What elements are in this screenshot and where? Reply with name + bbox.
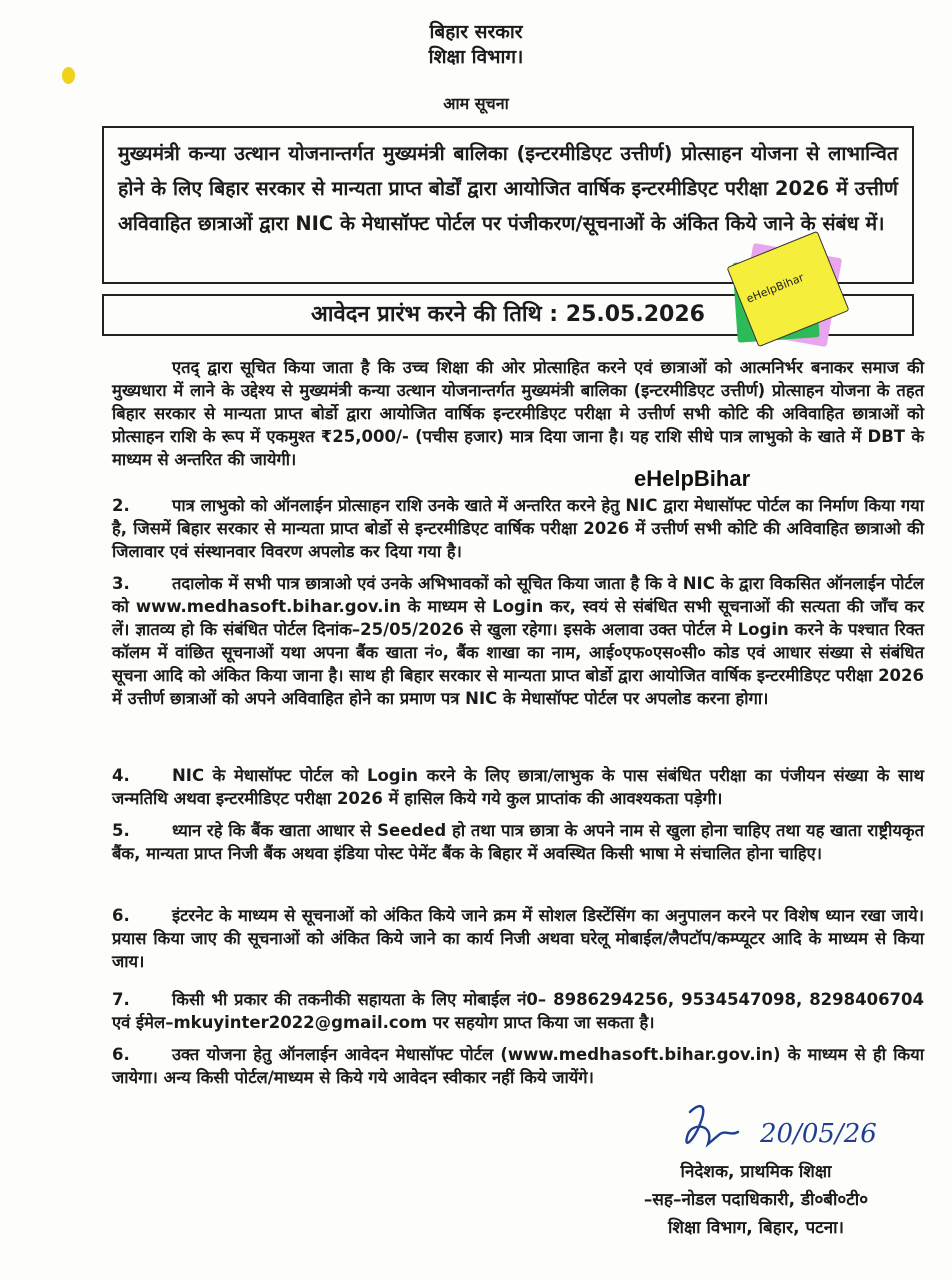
application-date-box: आवेदन प्रारंभ करने की तिथि : 25.05.2026 [102, 294, 914, 336]
paragraph-5 [112, 819, 924, 865]
paragraph-text: NIC के मेधासॉफ्ट पोर्टल को Login करने के लिए छात्रा/लाभुक के पास संबंधित परीक्षा का पंजीयन संख्या के साथ जन्मतिथि अथवा इन्टरमीडिएट परीक्षा 2026 में हासिल किये गये कुल प्राप्तांक की आवश्यकता पड़ेगी। [112, 766, 924, 808]
paragraph-3 [112, 572, 924, 710]
paragraph-number: 6. [112, 906, 130, 925]
paragraph-7 [112, 988, 924, 1034]
signature-icon [660, 1094, 900, 1164]
paragraph-text: उक्त योजना हेतु ऑनलाईन आवेदन मेधासॉफ्ट पोर्टल (www.medhasoft.bihar.gov.in) के माध्यम से ही किया जायेगा। अन्य किसी पोर्टल/माध्यम से किये गये आवेदन स्वीकार नहीं किये जायेंगे। [112, 1045, 924, 1087]
paragraph-text: तदालोक में सभी पात्र छात्राओ एवं उनके अभिभावकों को सूचित किया जाता है कि वे NIC के द्वारा विकसित ऑनलाईन पोर्टल को www.medhasoft.bihar.gov.in के माध्यम से Login कर, स्वयं से संबंधित सभी सूचनाओं की सत्यता की जाँच कर लें। ज्ञातव्य हो कि संबंधित पोर्टल दिनांक–25/05/2026 से खुला रहेगा। इसके अलावा उक्त पोर्टल मे Login करने के पश्चात रिक्त कॉलम में वांछित सूचनाओं यथा अपना बैंक खाता नं०, बैंक शाखा का नाम, आई०एफ०एस०सी० कोड एवं आधार संख्या से संबंधित सूचना आदि को अंकित किया जाना है। साथ ही बिहार सरकार से मान्यता प्राप्त बोर्डो द्वारा आयोजित वार्षिक इन्टरमीडिएट परीक्षा 2026 में उत्तीर्ण छात्राओं को अपने अविवाहित होने का प्रमाण पत्र NIC के मेधासॉफ्ट पोर्टल पर अपलोड करना होगा। [112, 574, 924, 708]
sticky-note-logo-icon [735, 246, 847, 342]
paragraph-number: 7. [112, 990, 130, 1009]
department-name: शिक्षा विभाग। [428, 46, 524, 68]
paragraph-number: 2. [112, 496, 130, 515]
paragraph-number: 4. [112, 766, 130, 785]
yellow-mark-icon [62, 67, 75, 84]
govt-name: बिहार सरकार [429, 21, 523, 43]
paragraph-1 [112, 356, 924, 471]
sticker-text: eHelpBihar [744, 270, 806, 306]
signatory-line-2: –सह–नोडल पदाधिकारी, डी०बी०टी० [643, 1190, 869, 1210]
signatory-block [586, 1158, 926, 1242]
signatory-line-1: निदेशक, प्राथमिक शिक्षा [680, 1162, 832, 1182]
paragraph-2 [112, 494, 924, 563]
signature-date: 20/05/26 [760, 1119, 877, 1149]
paragraph-text: ध्यान रहे कि बैंक खाता आधार से Seeded हो तथा पात्र छात्रा के अपने नाम से खुला होना चाहिए तथा यह खाता राष्ट्रीयकृत बैंक, मान्यता प्राप्त निजी बैंक अथवा इंडिया पोस्ट पेमेंट बैंक के बिहार में अवस्थित किसी भाषा मे संचालित होना चाहिए। [112, 821, 924, 863]
paragraph-text: पात्र लाभुको को ऑनलाईन प्रोत्साहन राशि उनके खाते में अन्तरित करने हेतु NIC द्वारा मेधासॉफ्ट पोर्टल का निर्माण किया गया है, जिसमें बिहार सरकार से मान्यता प्राप्त बोर्डो से इन्टरमीडिएट वार्षिक परीक्षा 2026 में उत्तीर्ण सभी कोटि की अविवाहित छात्राओ की जिलावार एवं संस्थानवार विवरण अपलोड कर दिया गया है। [112, 496, 924, 561]
paragraph-text: किसी भी प्रकार की तकनीकी सहायता के लिए मोबाईल नं0– 8986294256, 9534547098, 8298406704 एवं ईमेल–mkuyinter2022@gmail.com पर सहयोग प्राप्त किया जा सकता है। [112, 990, 924, 1032]
paragraph-number: 3. [112, 574, 130, 593]
paragraph-number: 6. [112, 1045, 130, 1064]
notice-title: आम सूचना [443, 94, 509, 113]
paragraph-6 [112, 904, 924, 973]
signature-area [660, 1094, 900, 1164]
paragraph-number: 5. [112, 821, 130, 840]
paragraph-4 [112, 764, 924, 810]
paragraph-8 [112, 1043, 924, 1089]
subject-box: मुख्यमंत्री कन्या उत्थान योजनान्तर्गत मुख्यमंत्री बालिका (इन्टरमीडिएट उत्तीर्ण) प्रोत्साहन योजना से लाभान्वित होने के लिए बिहार सरकार से मान्यता प्राप्त बोर्डों द्वारा आयोजित वार्षिक इन्टरमीडिएट परीक्षा 2026 में उत्तीर्ण अविवाहित छात्राओं द्वारा NIC के मेधासॉफ्ट पोर्टल पर पंजीकरण/सूचनाओं के अंकित किये जाने के संबंध में। [102, 126, 914, 284]
watermark-text: eHelpBihar [634, 466, 751, 491]
paragraph-text: इंटरनेट के माध्यम से सूचनाओं को अंकित किये जाने क्रम में सोशल डिस्टेंसिंग का अनुपालन करने पर विशेष ध्यान रखा जाये। प्रयास किया जाए की सूचनाओं को अंकित किये जाने का कार्य निजी अथवा घरेलू मोबाईल/लैपटॉप/कम्प्यूटर आदि के माध्यम से किया जाय। [112, 906, 924, 971]
paragraph-text: एतद् द्वारा सूचित किया जाता है कि उच्च शिक्षा की ओर प्रोत्साहित करने एवं छात्राओं को आत्मनिर्भर बनाकर समाज की मुख्यधारा में लाने के उद्देश्य से मुख्यमंत्री कन्या उत्थान योजनान्तर्गत मुख्यमंत्री बालिका (इन्टरमीडिएट उत्तीर्ण) प्रोत्साहन योजना के तहत बिहार सरकार से मान्यता प्राप्त बोर्डो द्वारा आयोजित वार्षिक इन्टरमीडिएट परीक्षा मे उत्तीर्ण सभी कोटि की अविवाहित छात्राओं को प्रोत्साहन राशि के रूप में एकमुश्त ₹25,000/- (पचीस हजार) मात्र दिया जाना है। यह राशि सीधे पात्र लाभुको के खाते में DBT के माध्यम से अन्तरित की जायेगी। [112, 358, 924, 469]
signatory-line-3: शिक्षा विभाग, बिहार, पटना। [667, 1218, 844, 1238]
